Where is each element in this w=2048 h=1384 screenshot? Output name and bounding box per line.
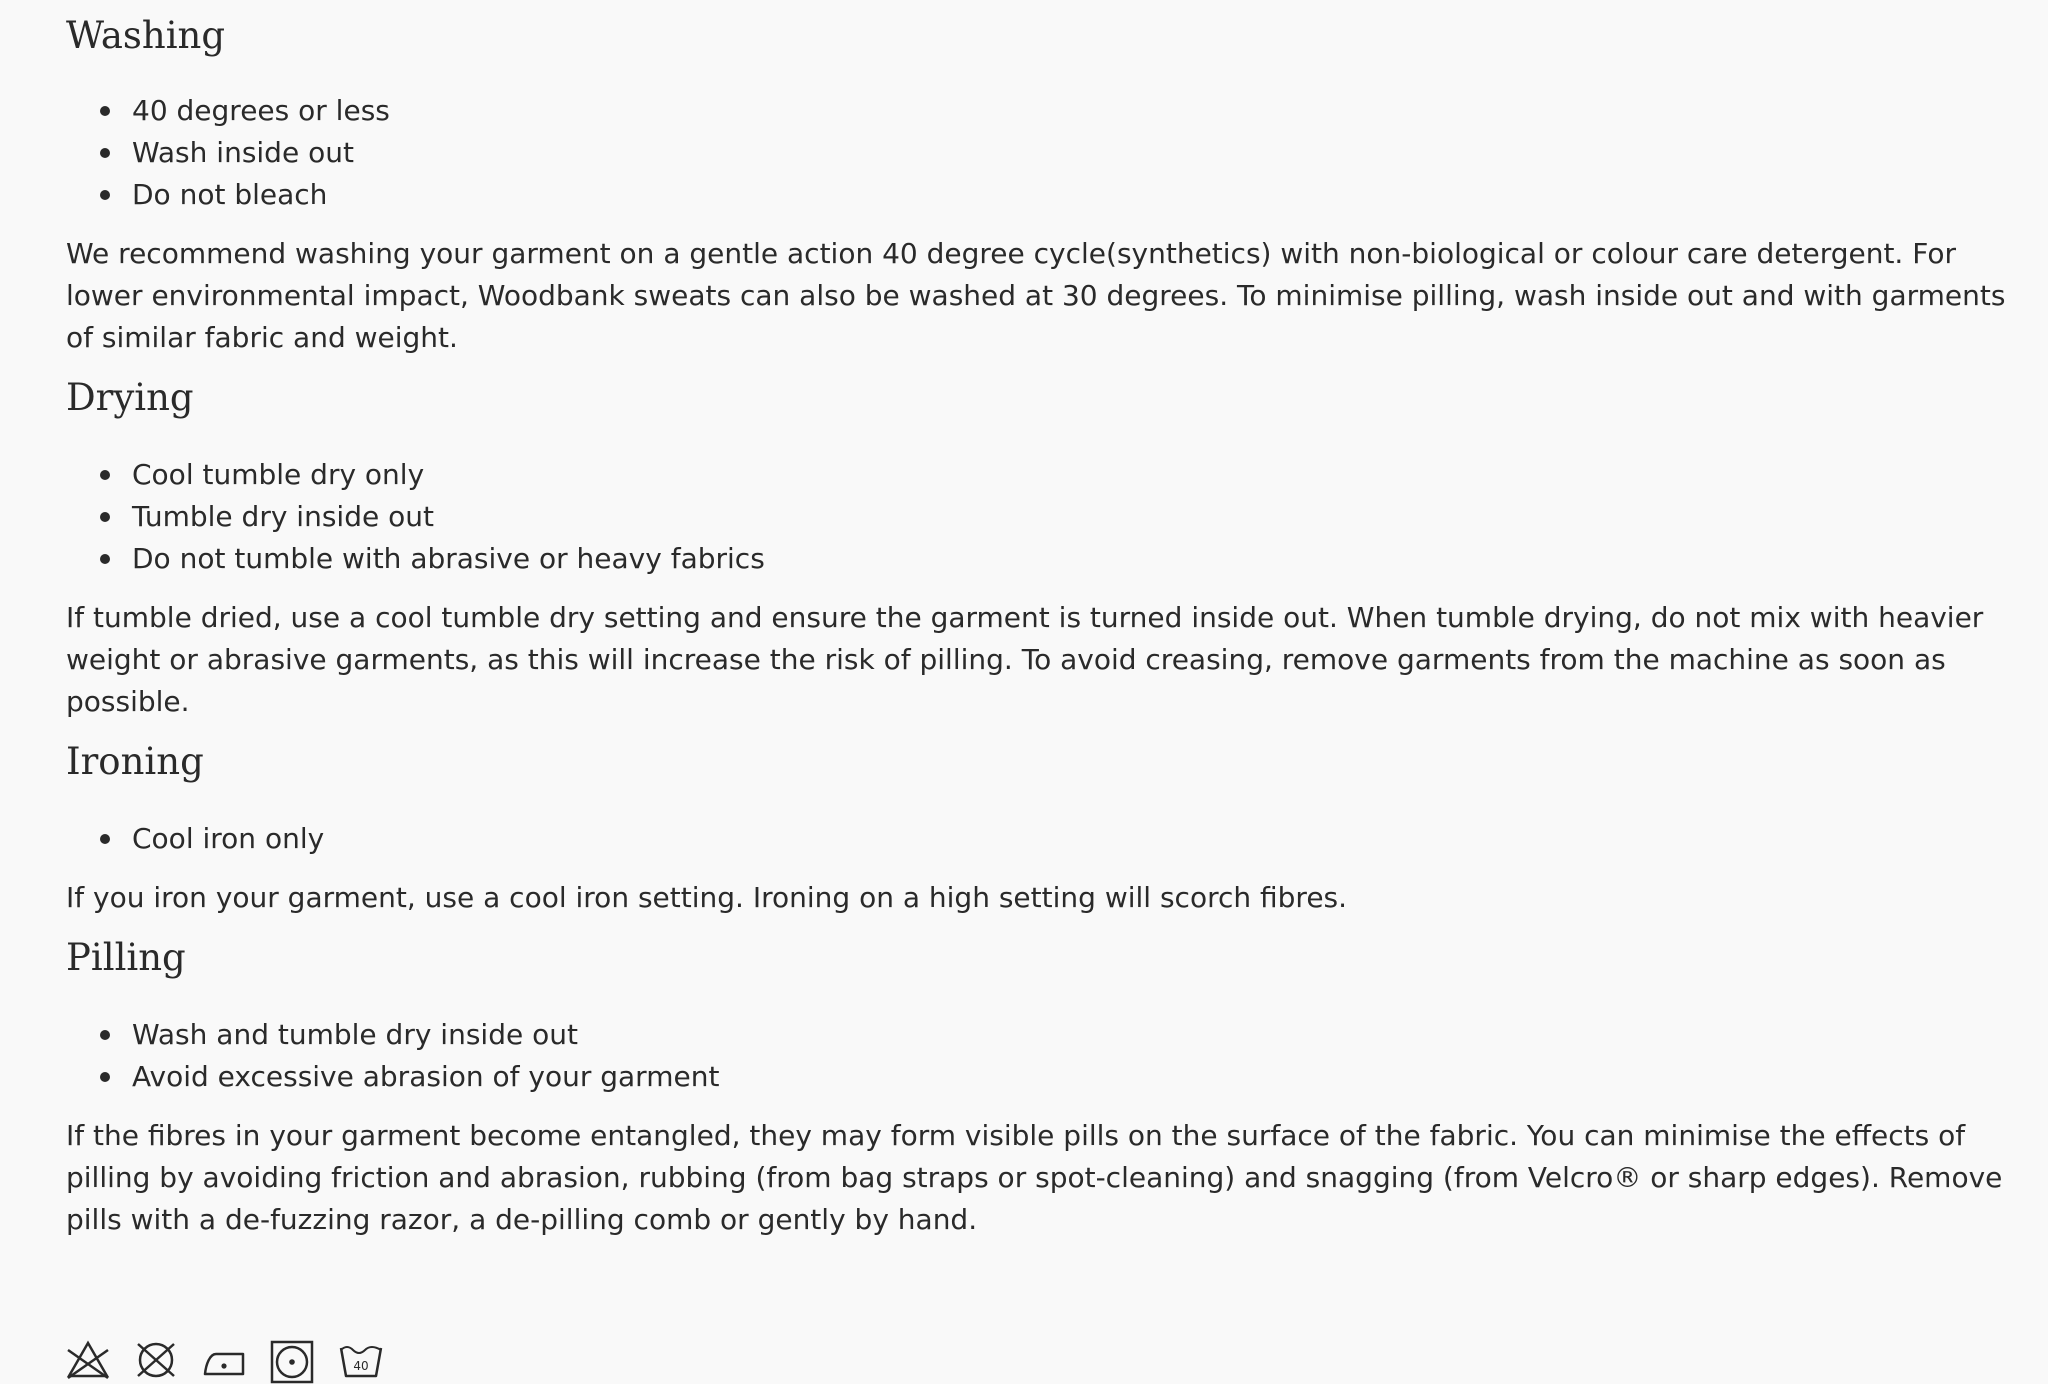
- do-not-bleach-icon: [66, 1340, 110, 1384]
- list-item: Cool tumble dry only: [132, 454, 1980, 496]
- bullet-icon: [100, 190, 110, 200]
- do-not-dry-clean-icon: [134, 1340, 178, 1384]
- drying-paragraph: If tumble dried, use a cool tumble dry setting and ensure the garment is turned inside out. When tumble drying, do not mix with heavier weight or abrasive garments, as this will increase the risk of pilling. To avoid creasing, remove garments from the machine as soon as possible.: [66, 601, 1984, 718]
- care-guide: [0, 14, 2006, 1241]
- wash-40-icon: [338, 1340, 384, 1384]
- ironing-bullets: [66, 818, 1980, 860]
- bullet-icon: [100, 106, 110, 116]
- bullet-icon: [100, 1030, 110, 1040]
- washing-bullets: [66, 90, 1980, 216]
- pilling-bullets: [66, 1014, 1980, 1098]
- washing-paragraph: We recommend washing your garment on a gentle action 40 degree cycle(synthetics) with non-biological or colour care detergent. For lower environmental impact, Woodbank sweats can also be washed at 30 degrees. To minimise pilling, wash inside out and with garments of similar fabric and weight.: [66, 237, 2006, 354]
- cool-iron-icon: [202, 1340, 246, 1384]
- section-title-drying: Drying: [66, 376, 194, 419]
- bullet-icon: [100, 554, 110, 564]
- list-item: Wash inside out: [132, 132, 1980, 174]
- drying-bullets: [66, 454, 1980, 580]
- care-icons: [66, 1340, 384, 1384]
- list-item: Do not bleach: [132, 174, 1980, 216]
- pilling-paragraph: If the fibres in your garment become entangled, they may form visible pills on the surface of the fabric. You can minimise the effects of pilling by avoiding friction and abrasion, rubbing (from bag straps or spot-cleaning) and snagging (from Velcro® or sharp edges). Remove pills with a de-fuzzing razor, a de-pilling comb or gently by hand.: [66, 1119, 2003, 1236]
- list-item: Cool iron only: [132, 818, 1980, 860]
- tumble-dry-low-icon: [270, 1340, 314, 1384]
- bullet-icon: [100, 470, 110, 480]
- list-item: Avoid excessive abrasion of your garment: [132, 1056, 1980, 1098]
- bullet-icon: [100, 1072, 110, 1082]
- list-item: Tumble dry inside out: [132, 496, 1980, 538]
- list-item: Do not tumble with abrasive or heavy fabrics: [132, 538, 1980, 580]
- bullet-icon: [100, 834, 110, 844]
- list-item: 40 degrees or less: [132, 90, 1980, 132]
- section-title-ironing: Ironing: [66, 740, 204, 783]
- bullet-icon: [100, 512, 110, 522]
- section-title-washing: Washing: [66, 14, 226, 57]
- list-item: Wash and tumble dry inside out: [132, 1014, 1980, 1056]
- wash-temperature-label: 40: [353, 1359, 369, 1373]
- ironing-paragraph: If you iron your garment, use a cool iron setting. Ironing on a high setting will scorch fibres.: [66, 881, 1348, 914]
- section-title-pilling: Pilling: [66, 936, 186, 979]
- bullet-icon: [100, 148, 110, 158]
